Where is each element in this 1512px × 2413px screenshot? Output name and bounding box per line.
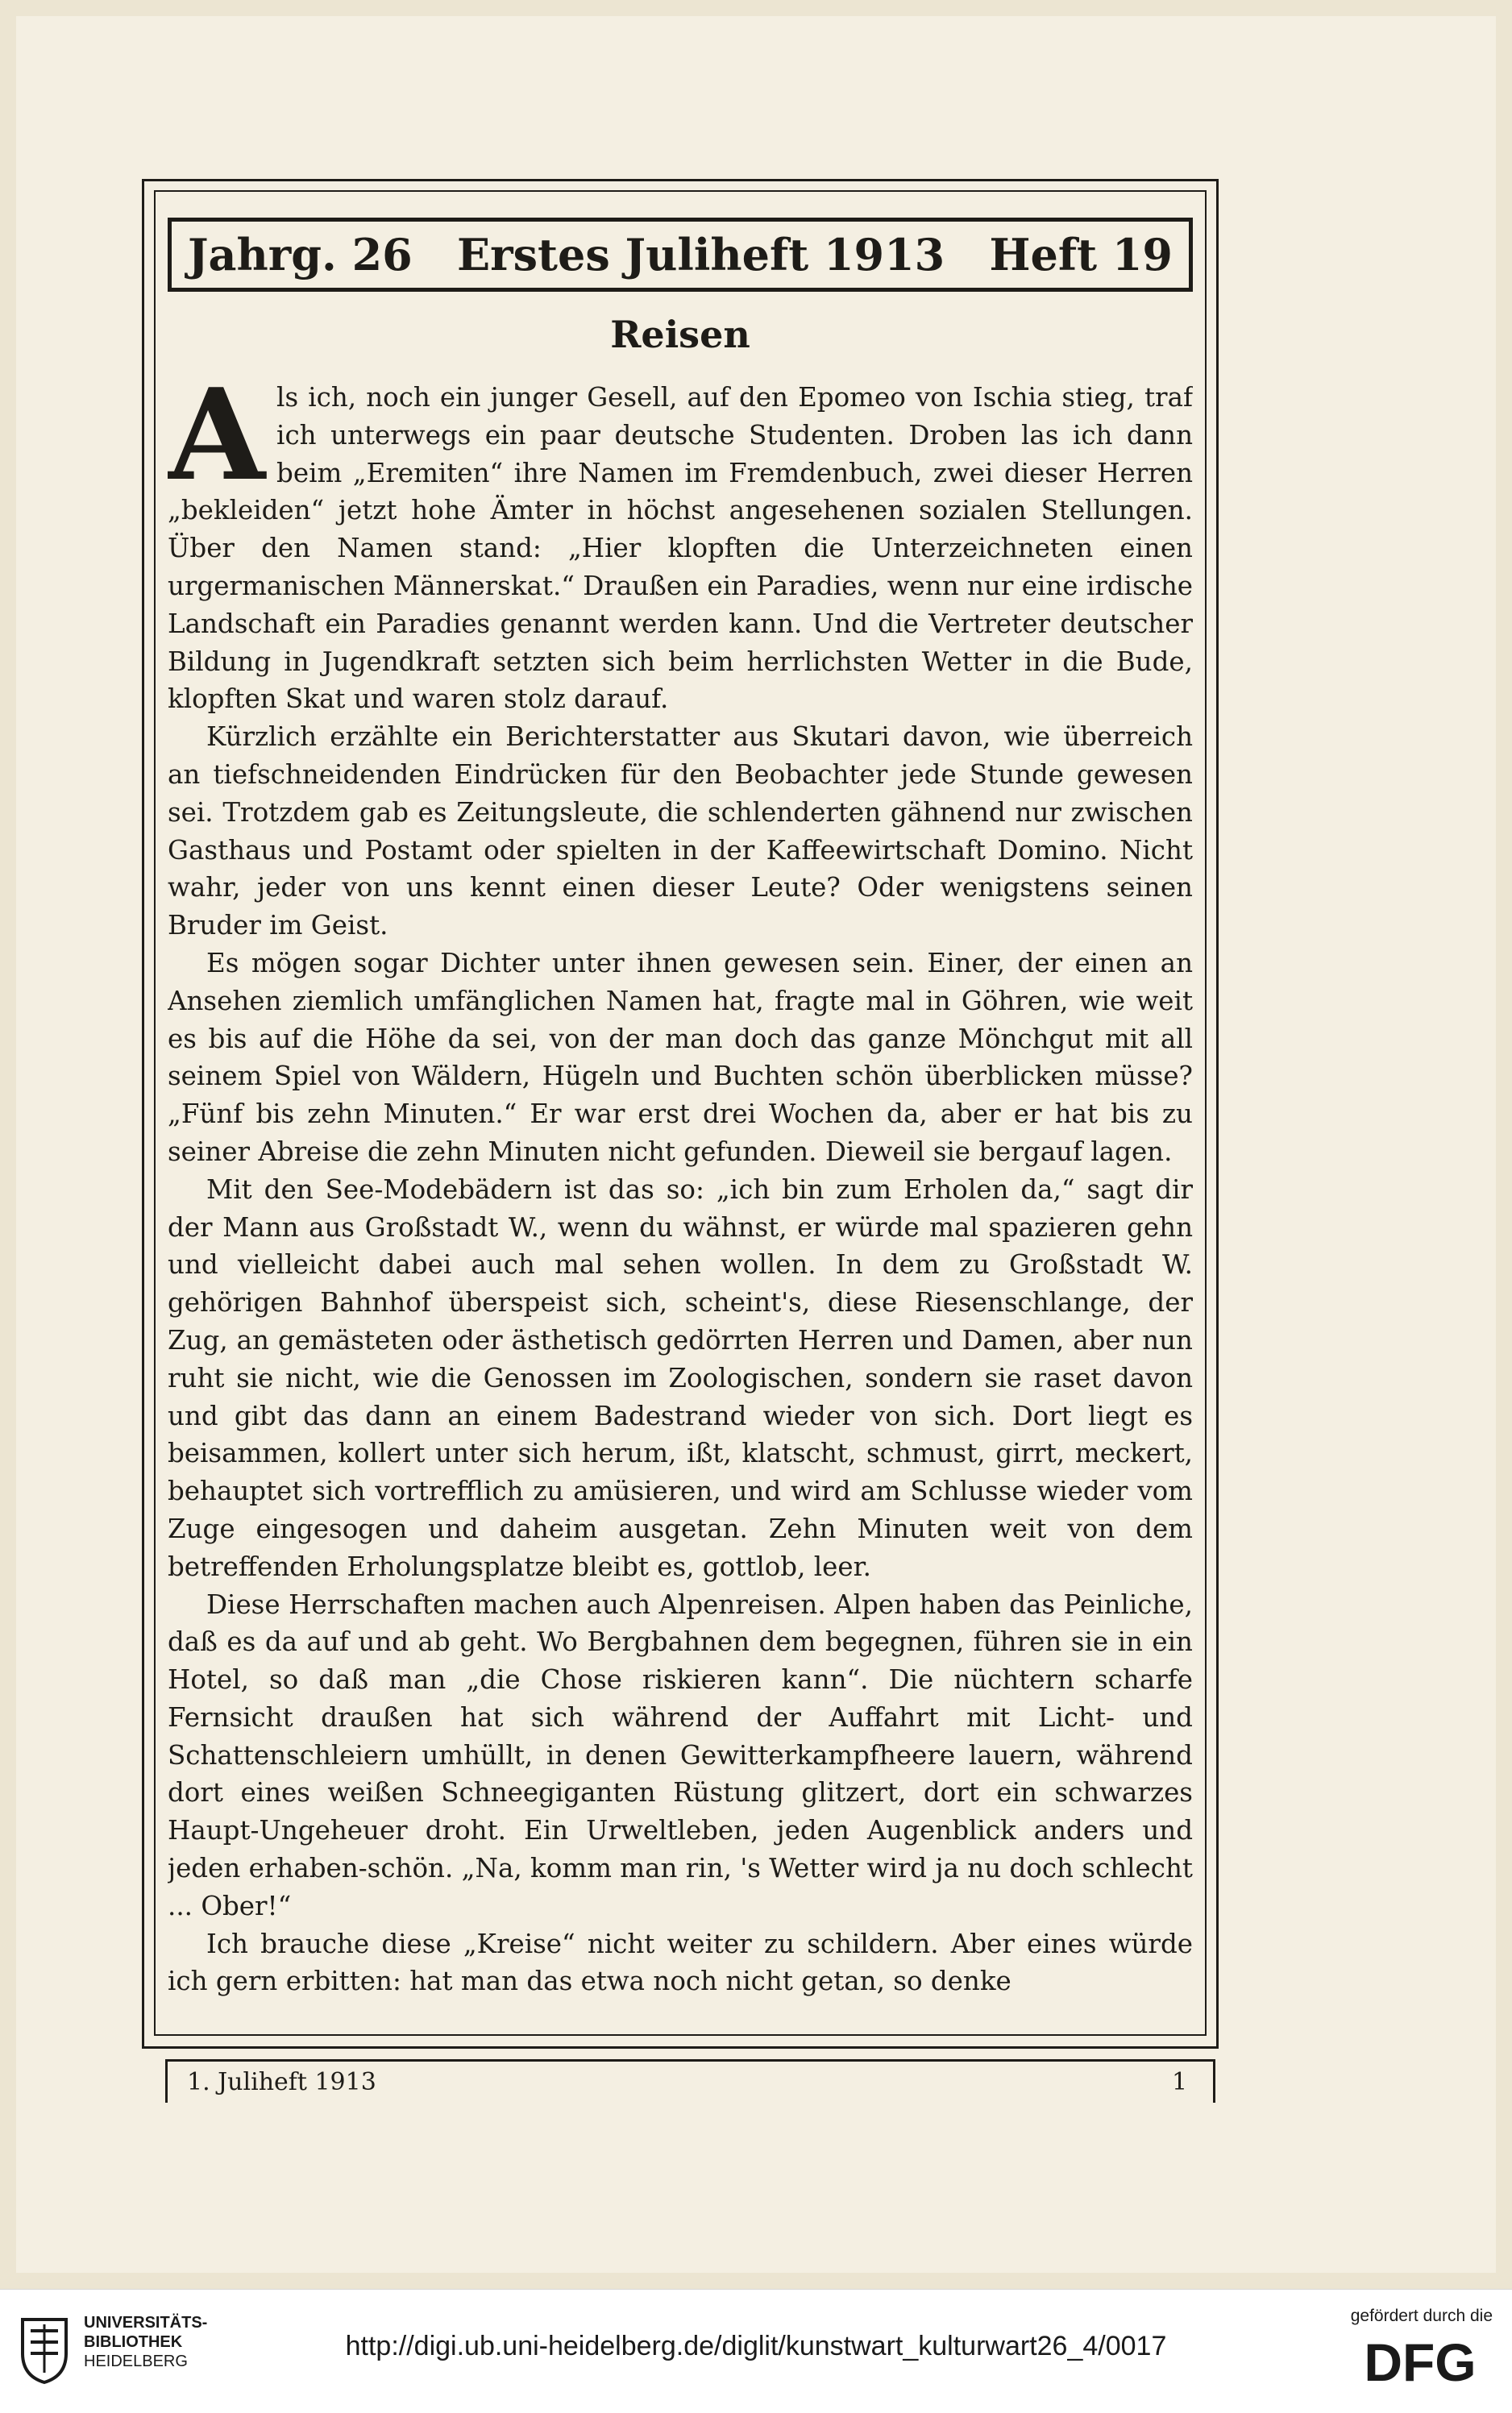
footer-rule [165, 2059, 1213, 2062]
volume-label: Jahrg. 26 [188, 229, 413, 280]
funder-label: gefördert durch die [1350, 2307, 1493, 2325]
paragraph-5: Diese Herrschaften machen auch Alpenreisen. Alpen haben das Peinliche, daß es da auf und ab geht. Wo Bergbahnen dem begegnen, führen sie in ein Hotel, so daß man „die Chose riskieren kann“. Die nüchtern scharfe Fernsicht draußen hat sich während der Auffahrt mit Licht- und Schattenschleiern umhüllt, in denen Gewitterkampfheere lauern, während dort eines weißen Schneegiganten Rüstung glitzert, dort ein schwarzes Haupt-Ungeheuer droht. Ein Urweltleben, jeden Augenblick anders und jeden erhaben-schön. „Na, komm man rin, 's Wetter wird ja nu doch schlecht ... Ober!“ [168, 1589, 1193, 1921]
article-body [168, 379, 1193, 2055]
footer-issue-label: 1. Juliheft 1913 [187, 2068, 376, 2096]
footer-right-rule [1213, 2059, 1215, 2103]
drop-cap: A [168, 379, 266, 509]
library-name-line-3: HEIDELBERG [84, 2353, 188, 2370]
paragraph-1 [168, 379, 1193, 718]
article-title: Reisen [610, 313, 750, 356]
footer-page-number: 1 [1172, 2068, 1188, 2096]
source-url[interactable]: http://digi.ub.uni-heidelberg.de/diglit/kunstwart_kulturwart26_4/0017 [345, 2331, 1167, 2361]
paragraph-6: Ich brauche diese „Kreise“ nicht weiter zu schildern. Aber eines würde ich gern erbitten: hat man das etwa noch nicht getan, so denke [168, 1928, 1193, 1997]
issue-label: Erstes Juliheft 1913 [457, 229, 945, 280]
paragraph-1-text: ls ich, noch ein junger Gesell, auf den Epomeo von Ischia stieg, traf ich unterwegs ein paar deutsche Studenten. Droben las ich dann beim „Eremiten“ ihre Namen im Fremdenbuch, zwei dieser Herren „bekleiden“ jetzt hohe Ämter in höchst angesehenen sozialen Stellungen. Über den Namen stand: „Hier klopften die Unterzeichneten einen urgermanischen Männerskat.“ Draußen ein Paradies, wenn nur eine irdische Landschaft ein Paradies genannt werden kann. Und die Vertreter deutscher Bildung in Jugendkraft setzten sich beim herrlichsten Wetter in die Bude, klopften Skat und waren stolz darauf. [168, 382, 1193, 715]
library-name-line-2: BIBLIOTHEK [84, 2333, 183, 2351]
paragraph-3: Es mögen sogar Dichter unter ihnen gewesen sein. Einer, der einen an Ansehen ziemlich umfänglichen Namen hat, fragte mal in Göhren, wie weit es bis auf die Höhe da sei, von der man doch das ganze Mönchgut mit all seinem Spiel von Wäldern, Hügeln und Buchten schön überblicken müsse? „Fünf bis zehn Minuten.“ Er war erst drei Wochen da, aber er hat bis zu seiner Abreise die zehn Minuten nicht gefunden. Dieweil sie bergauf lagen. [168, 947, 1193, 1167]
footer-left-rule [165, 2059, 168, 2103]
library-name-line-1: UNIVERSITÄTS- [84, 2314, 208, 2332]
paragraph-2: Kürzlich erzählte ein Berichterstatter aus Skutari davon, wie überreich an tiefschneidenden Eindrücken für den Beobachter jede Stunde gewesen sei. Trotzdem gab es Zeitungsleute, die schlenderten gähnend nur zwischen Gasthaus und Postamt oder spielten in der Kaffeewirtschaft Domino. Nicht wahr, jeder von uns kennt einen dieser Leute? Oder wenigstens seinen Bruder im Geist. [168, 721, 1193, 941]
number-label: Heft 19 [989, 229, 1173, 280]
dfg-logo-icon [1348, 2334, 1493, 2390]
issue-header [168, 218, 1193, 292]
dfg-logo-text: DFG [1364, 2334, 1477, 2390]
paragraph-4: Mit den See-Modebädern ist das so: „ich bin zum Erholen da,“ sagt dir der Mann aus Großstadt W., wenn du wähnst, er würde mal spazieren gehn und vielleicht dabei auch mal sehen wollen. In dem zu Großstadt W. gehörigen Bahnhof überspeist sich, scheint's, diese Riesenschlange, der Zug, an gemästeten oder ästhetisch gedörrten Herren und Damen, aber nun ruht sie nicht, wie die Genossen im Zoologischen, sondern sie raset davon und gibt das dann an einem Badestrand wieder von sich. Dort liegt es beisammen, kollert unter sich herum, ißt, klatscht, schmust, girrt, meckert, behauptet sich vortrefflich zu amüsieren, und wird am Schlusse wieder vom Zuge eingesogen und daheim ausgetan. Zehn Minuten weit von dem betreffenden Erholungsplatze bleibt es, gottlob, leer. [168, 1173, 1193, 1582]
